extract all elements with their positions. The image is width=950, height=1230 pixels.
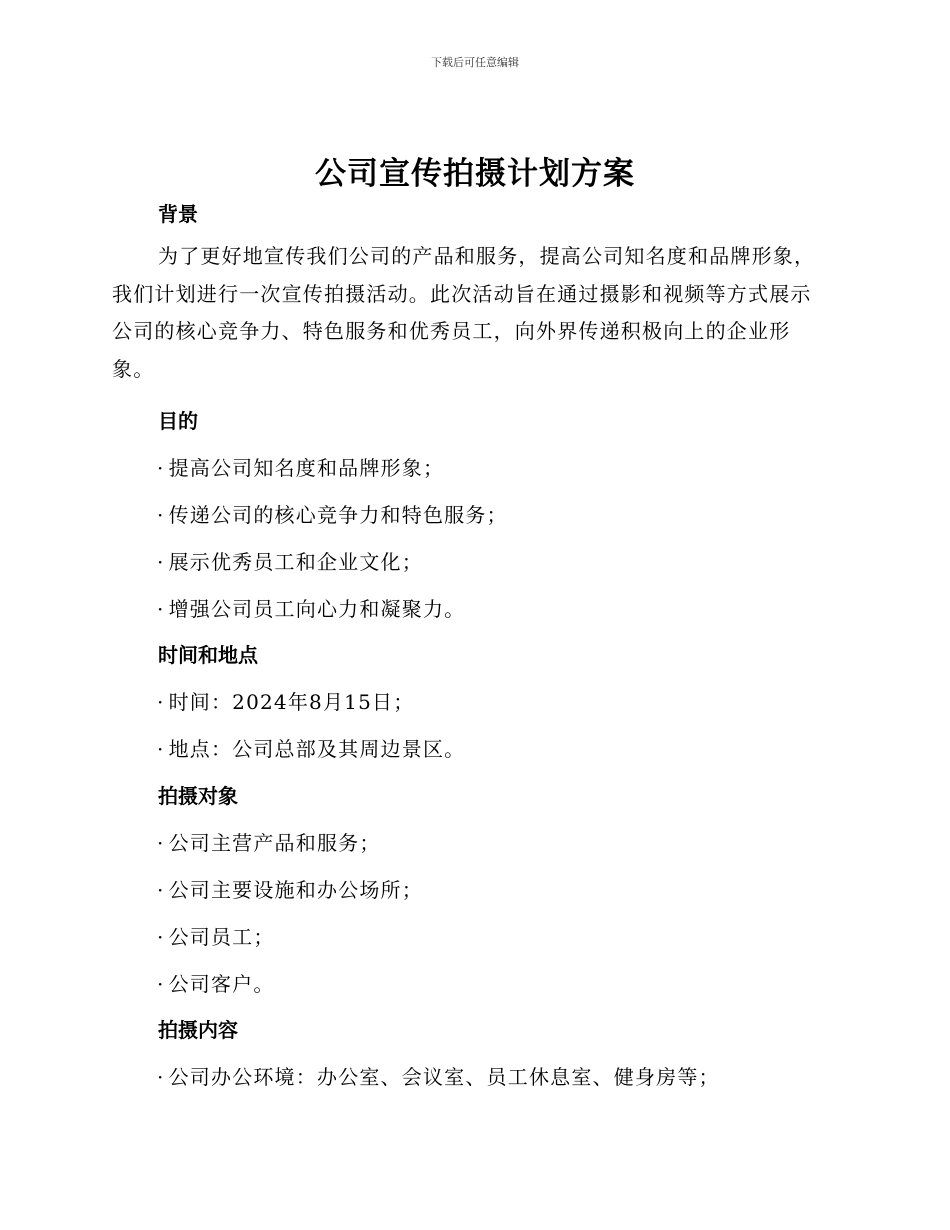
list-item-text: 传递公司的核心竞争力和特色服务； [168, 503, 508, 527]
list-item [157, 593, 465, 622]
bullet-icon: · [157, 925, 165, 949]
section-heading-content: 拍摄内容 [158, 1018, 238, 1042]
list-item [157, 452, 444, 481]
list-item-text: 公司员工； [168, 925, 275, 949]
section-heading-background: 背景 [158, 202, 198, 226]
list-item-text: 公司办公环境：办公室、会议室、员工休息室、健身房等； [168, 1065, 720, 1089]
list-item-text: 公司主营产品和服务； [168, 831, 381, 855]
list-item [157, 1061, 720, 1090]
list-item-text: 提高公司知名度和品牌形象； [168, 456, 445, 480]
bullet-icon: · [157, 972, 165, 996]
bullet-icon: · [157, 597, 165, 621]
document-title: 公司宣传拍摄计划方案 [315, 156, 635, 192]
list-item-text: 地点：公司总部及其周边景区。 [168, 737, 466, 761]
bullet-icon: · [157, 737, 165, 761]
list-item-text: 公司客户。 [168, 972, 275, 996]
list-item [157, 499, 508, 528]
bullet-icon: · [157, 550, 165, 574]
section-heading-purpose: 目的 [158, 409, 198, 433]
bullet-icon: · [157, 831, 165, 855]
bullet-icon: · [157, 690, 165, 714]
list-item [157, 827, 381, 856]
list-item-text: 公司主要设施和办公场所； [168, 878, 423, 902]
bullet-icon: · [157, 1065, 165, 1089]
section-heading-subjects: 拍摄对象 [158, 784, 238, 808]
bullet-icon: · [157, 878, 165, 902]
list-item [157, 686, 414, 715]
bullet-icon: · [157, 456, 165, 480]
header-note: 下载后可任意编辑 [431, 56, 519, 69]
list-item [157, 921, 275, 950]
bullet-icon: · [157, 503, 165, 527]
list-item-text: 时间：2024年8月15日； [168, 690, 415, 714]
list-item [157, 874, 423, 903]
list-item [157, 968, 275, 997]
list-item [157, 546, 423, 575]
list-item-text: 增强公司员工向心力和凝聚力。 [168, 597, 466, 621]
section-heading-time-place: 时间和地点 [158, 643, 258, 667]
list-item [157, 733, 465, 762]
list-item-text: 展示优秀员工和企业文化； [168, 550, 423, 574]
background-paragraph: 为了更好地宣传我们公司的产品和服务，提高公司知名度和品牌形象，我们计划进行一次宣传拍摄活动。此次活动旨在通过摄影和视频等方式展示公司的核心竞争力、特色服务和优秀员工，向外界传递积极向上的企业形象。 [112, 244, 816, 381]
